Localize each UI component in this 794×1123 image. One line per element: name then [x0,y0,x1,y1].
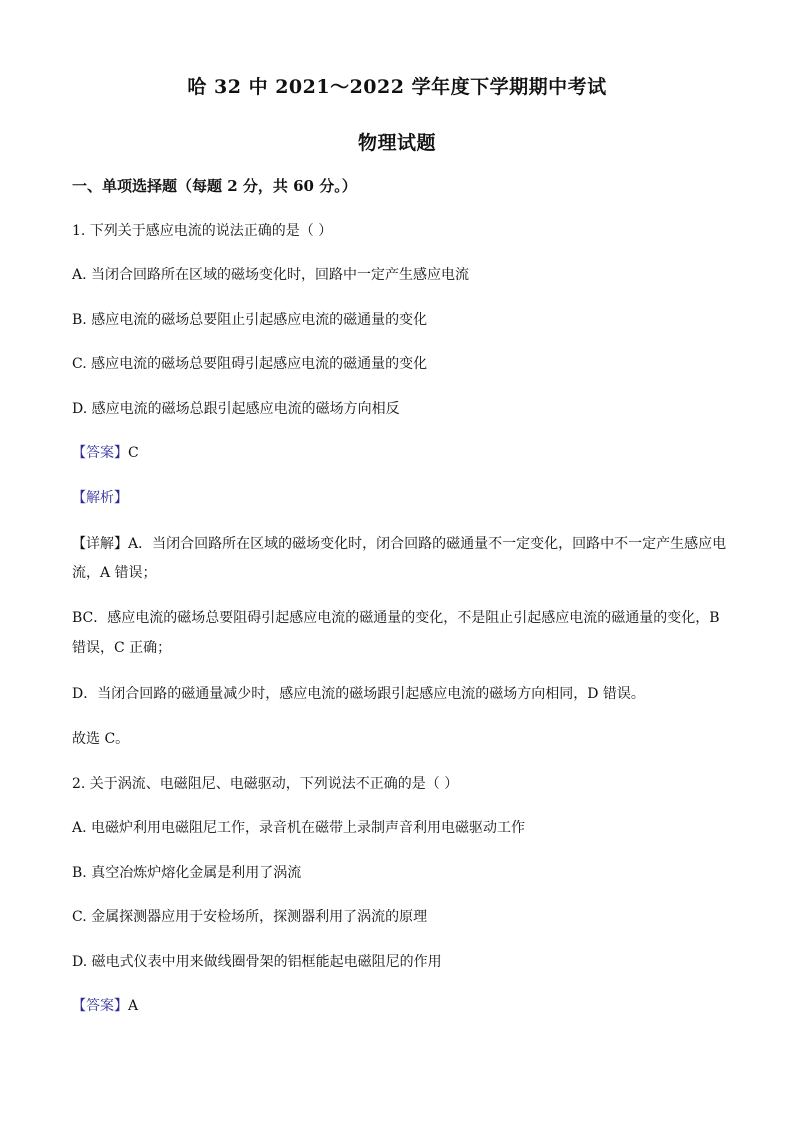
answer-value: A [128,998,139,1014]
question-2-option-b: B. 真空冶炼炉熔化金属是利用了涡流 [72,865,302,881]
question-1-detail-a-line1 [72,534,732,554]
question-1-answer [72,443,732,463]
question-1-detail-bc-line2: 错误，C 正确； [72,640,172,656]
question-2-stem: 2. 关于涡流、电磁阻尼、电磁驱动，下列说法不正确的是（ ） [72,776,459,792]
answer-value: C [128,445,139,461]
exam-subtitle: 物理试题 [357,132,436,154]
answer-tag: 【答案】 [72,445,128,461]
detail-a-text: A．当闭合回路所在区域的磁场变化时，闭合回路的磁通量不一定变化，回路中不一定产生感应电 [128,536,727,552]
question-2-option-d: D. 磁电式仪表中用来做线圈骨架的铝框能起电磁阻尼的作用 [72,954,442,970]
question-2-option-a: A. 电磁炉利用电磁阻尼工作，录音机在磁带上录制声音利用电磁驱动工作 [72,820,526,836]
question-1-detail-a-line2: 流，A 错误； [72,565,157,581]
question-1-conclusion: 故选 C。 [72,731,130,747]
question-1-detail-bc-line1: BC．感应电流的磁场总要阻碍引起感应电流的磁通量的变化，不是阻止引起感应电流的磁通量的变化，B [72,610,720,626]
answer-tag: 【答案】 [72,998,128,1014]
question-2-option-c: C. 金属探测器应用于安检场所，探测器利用了涡流的原理 [72,909,428,925]
question-1-option-a: A. 当闭合回路所在区域的磁场变化时，回路中一定产生感应电流 [72,267,470,283]
question-1-option-b: B. 感应电流的磁场总要阻止引起感应电流的磁通量的变化 [72,312,428,328]
section-heading: 一、单项选择题（每题 2 分，共 60 分。） [72,177,357,195]
question-1-detail-d: D．当闭合回路的磁通量减少时，感应电流的磁场跟引起感应电流的磁场方向相同，D 错误。 [72,686,645,702]
detail-tag: 【详解】 [72,536,128,552]
exam-title: 哈 32 中 2021～2022 学年度下学期期中考试 [187,76,607,98]
question-2-answer [72,996,732,1016]
question-1-stem: 1. 下列关于感应电流的说法正确的是（ ） [72,223,333,239]
question-1-analysis [72,488,732,508]
analysis-tag: 【解析】 [72,490,128,506]
question-1-option-c: C. 感应电流的磁场总要阻碍引起感应电流的磁通量的变化 [72,356,428,372]
question-1-option-d: D. 感应电流的磁场总跟引起感应电流的磁场方向相反 [72,401,400,417]
